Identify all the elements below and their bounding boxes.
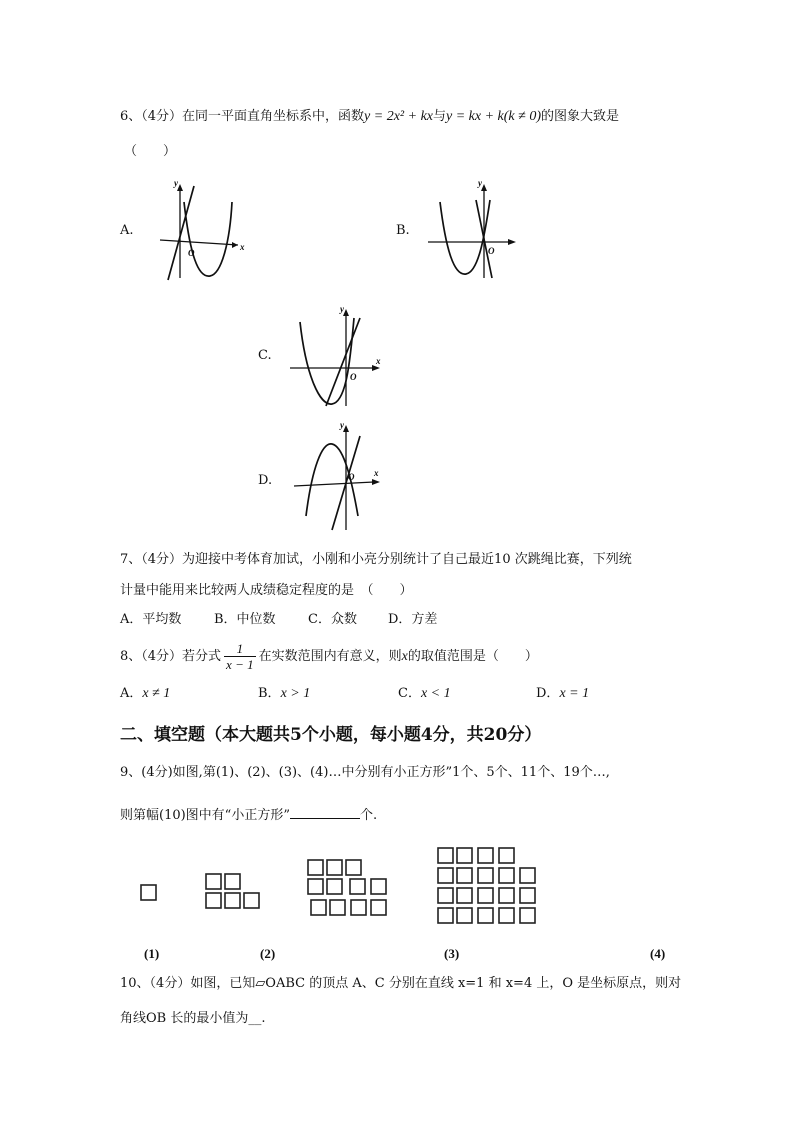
q7-line1: 7、（4分）为迎接中考体育加试，小刚和小亮分别统计了自己最近10 次跳绳比赛，下列统 [120, 552, 632, 567]
q6-func1: y = 2x² + kx [364, 109, 433, 124]
q6-b-y-label: y [478, 178, 482, 188]
q8-var: x [401, 649, 408, 664]
q8-fraction-denominator: x − 1 [226, 657, 254, 672]
q8-option-d[interactable] [536, 685, 589, 703]
q6-answer-paren: （ ） [124, 144, 177, 159]
q10-line2: 角线OB 长的最小值为__. [120, 1011, 266, 1026]
q8-stem [120, 640, 538, 674]
q6-option-d-letter[interactable]: D. [258, 473, 273, 488]
q6-c-origin: O [350, 372, 357, 382]
q9-line2 [120, 805, 377, 825]
q9-line2-pre: 则第幅(10)图中有“小正方形” [120, 808, 290, 823]
q9-figure-label-2: (2) [260, 946, 276, 961]
q9-answer-blank[interactable] [290, 805, 360, 819]
q7-line2: 计量中能用来比较两人成绩稳定程度的是 （ ） [120, 583, 413, 598]
q8-option-d-letter: D． [536, 686, 560, 701]
q6-graph-d[interactable] [294, 420, 390, 532]
q6-c-y-label: y [340, 304, 344, 314]
q8-option-b[interactable] [258, 685, 310, 703]
q8-option-d-expr: x = 1 [559, 686, 590, 701]
q6-d-y-label: y [340, 420, 344, 430]
q8-suffix: 的取值范围是（ ） [407, 649, 538, 664]
q6-option-c-letter[interactable]: C. [258, 348, 272, 363]
q9-line1: 9、(4分)如图,第(1)、(2)、(3)、(4)…中分别有小正方形”1个、5个、11个、19个…, [120, 765, 610, 780]
q8-fraction-numerator: 1 [224, 641, 256, 657]
q7-option-b[interactable]: B．中位数 [214, 612, 276, 627]
q8-option-a-letter: A． [120, 686, 143, 701]
q8-option-c-expr: x < 1 [420, 686, 451, 701]
q9-line2-post: 个. [359, 808, 378, 823]
q6-a-x-label: x [240, 242, 245, 252]
q6-d-origin: O [348, 472, 355, 482]
section-2-heading: 二、填空题（本大题共5个小题，每小题4分，共20分） [120, 725, 542, 745]
q8-fraction [224, 641, 256, 672]
q8-option-b-letter: B． [258, 686, 281, 701]
q6-prefix: 6、（4分）在同一平面直角坐标系中，函数 [120, 109, 365, 124]
q8-option-a-expr: x ≠ 1 [142, 686, 171, 701]
q9-figure-label-1: (1) [144, 946, 160, 961]
q9-figure-3 [306, 858, 396, 920]
q6-graph-b[interactable] [428, 180, 524, 280]
q6-a-origin: O [188, 248, 195, 258]
q9-figure-4 [436, 846, 546, 928]
q6-suffix: 的图象大致是 [541, 109, 620, 124]
q6-option-a-letter[interactable]: A. [120, 223, 134, 238]
q9-figure-label-4: (4) [650, 946, 666, 961]
q8-prefix: 8、（4分）若分式 [120, 649, 222, 664]
q8-option-b-expr: x > 1 [280, 686, 311, 701]
q8-option-a[interactable] [120, 685, 170, 703]
q6-option-b-letter[interactable]: B. [396, 223, 410, 238]
q7-option-d[interactable]: D．方差 [388, 612, 438, 627]
q9-figure-label-3: (3) [444, 946, 460, 961]
q6-b-origin: O [488, 246, 495, 256]
q6-graph-a[interactable] [160, 180, 250, 280]
q8-option-c[interactable] [398, 685, 451, 703]
q8-mid: 在实数范围内有意义，则 [258, 649, 402, 664]
q10-line1: 10、（4分）如图，已知▱OABC 的顶点 A、C 分别在直线 x=1 和 x=4 上，O 是坐标原点，则对 [120, 976, 682, 991]
q7-option-c[interactable]: C．众数 [308, 612, 357, 627]
q6-mid: 与 [433, 109, 447, 124]
q6-graph-c[interactable] [290, 304, 386, 408]
q9-figure-1 [140, 884, 160, 904]
q6-c-x-label: x [376, 356, 381, 366]
q9-figure-2 [204, 872, 268, 912]
q6-func2: y = kx + k(k ≠ 0) [446, 109, 541, 124]
q6-stem [120, 108, 619, 126]
q6-a-y-label: y [174, 178, 178, 188]
q7-option-a[interactable]: A．平均数 [120, 612, 182, 627]
q8-option-c-letter: C． [398, 686, 421, 701]
q6-d-x-label: x [374, 468, 379, 478]
